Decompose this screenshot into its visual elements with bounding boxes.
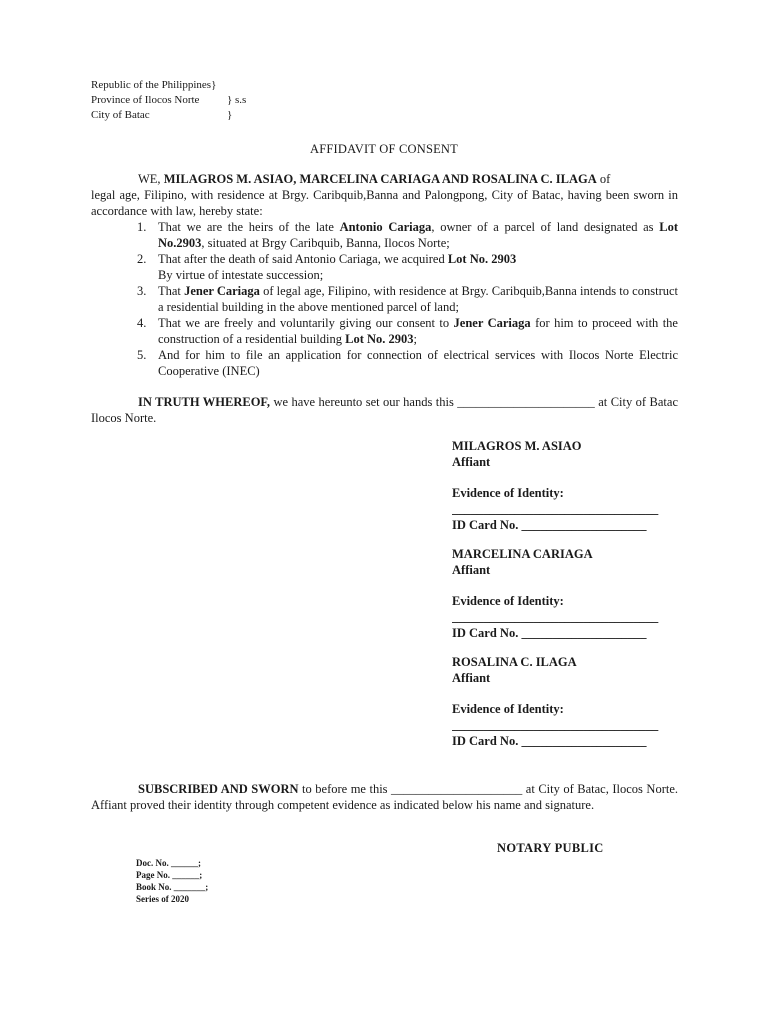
evidence-of-identity-line: _________________________________ bbox=[452, 502, 659, 516]
clause-2: 2. That after the death of said Antonio Cariaga, we acquired Lot No. 2903 By virtue of intestate succession; bbox=[137, 252, 517, 282]
evidence-of-identity-label: Evidence of Identity: bbox=[452, 486, 564, 500]
venue-country: Republic of the Philippines} bbox=[91, 79, 217, 91]
evidence-of-identity-label: Evidence of Identity: bbox=[452, 594, 564, 608]
signatory-name: MARCELINA CARIAGA bbox=[452, 547, 593, 561]
notary-public-label: NOTARY PUBLIC bbox=[497, 841, 604, 855]
in-truth-whereof-paragraph: IN TRUTH WHEREOF, we have hereunto set our hands this ______________________ at City of Batac Ilocos Norte. bbox=[91, 395, 678, 425]
jurat-paragraph: SUBSCRIBED AND SWORN to before me this _____________________ at City of Batac, Ilocos Norte. Affiant proved their identity through competent evidence as indicated below his name and signature. bbox=[91, 782, 679, 812]
id-card-number: ID Card No. ____________________ bbox=[452, 518, 647, 532]
signatory-block bbox=[452, 546, 672, 641]
signatory-role: Affiant bbox=[452, 671, 491, 685]
venue-province: Province of Ilocos Norte } s.s bbox=[91, 94, 247, 106]
signatory-name: ROSALINA C. ILAGA bbox=[452, 655, 577, 669]
signature-section bbox=[452, 438, 672, 762]
clause-3: 3. That Jener Cariaga of legal age, Filipino, with residence at Brgy. Caribquib,Banna intends to construct a residential building in the above mentioned parcel of land; bbox=[137, 284, 678, 314]
notarial-register-block bbox=[136, 857, 208, 905]
doc-number: Doc. No. ______; bbox=[136, 858, 201, 868]
affiant-names: MILAGROS M. ASIAO, MARCELINA CARIAGA AND ROSALINA C. ILAGA bbox=[163, 172, 597, 186]
document-title: AFFIDAVIT OF CONSENT bbox=[309, 142, 458, 156]
page-number: Page No. ______; bbox=[136, 870, 203, 880]
clause-5: 5. And for him to file an application for connection of electrical services with Ilocos Norte Electric Cooperative (INEC) bbox=[137, 348, 678, 378]
signatory-role: Affiant bbox=[452, 563, 491, 577]
clause-list bbox=[91, 219, 678, 379]
intro-paragraph: WE, MILAGROS M. ASIAO, MARCELINA CARIAGA AND ROSALINA C. ILAGA of legal age, Filipino, with residence at Brgy. Caribquib,Banna and Palongpong, City of Batac, having been sworn in accordance with law, hereby state: bbox=[91, 172, 678, 218]
series-year: Series of 2020 bbox=[136, 894, 189, 904]
id-card-number: ID Card No. ____________________ bbox=[452, 626, 647, 640]
signatory-name: MILAGROS M. ASIAO bbox=[452, 439, 582, 453]
evidence-of-identity-line: _________________________________ bbox=[452, 610, 659, 624]
clause-1: 1. That we are the heirs of the late Antonio Cariaga, owner of a parcel of land designated as Lot No.2903, situated at Brgy Caribquib, Banna, Ilocos Norte; bbox=[137, 220, 678, 250]
evidence-of-identity-line: _________________________________ bbox=[452, 718, 659, 732]
book-number: Book No. _______; bbox=[136, 882, 209, 892]
signatory-block bbox=[452, 654, 672, 749]
clause-4: 4. That we are freely and voluntarily giving our consent to Jener Cariaga for him to proceed with the construction of a residential building Lot No. 2903; bbox=[137, 316, 678, 346]
signatory-role: Affiant bbox=[452, 455, 491, 469]
venue-city: City of Batac } bbox=[91, 109, 233, 121]
evidence-of-identity-label: Evidence of Identity: bbox=[452, 702, 564, 716]
venue-block bbox=[91, 78, 246, 123]
id-card-number: ID Card No. ____________________ bbox=[452, 734, 647, 748]
signatory-block bbox=[452, 438, 672, 533]
